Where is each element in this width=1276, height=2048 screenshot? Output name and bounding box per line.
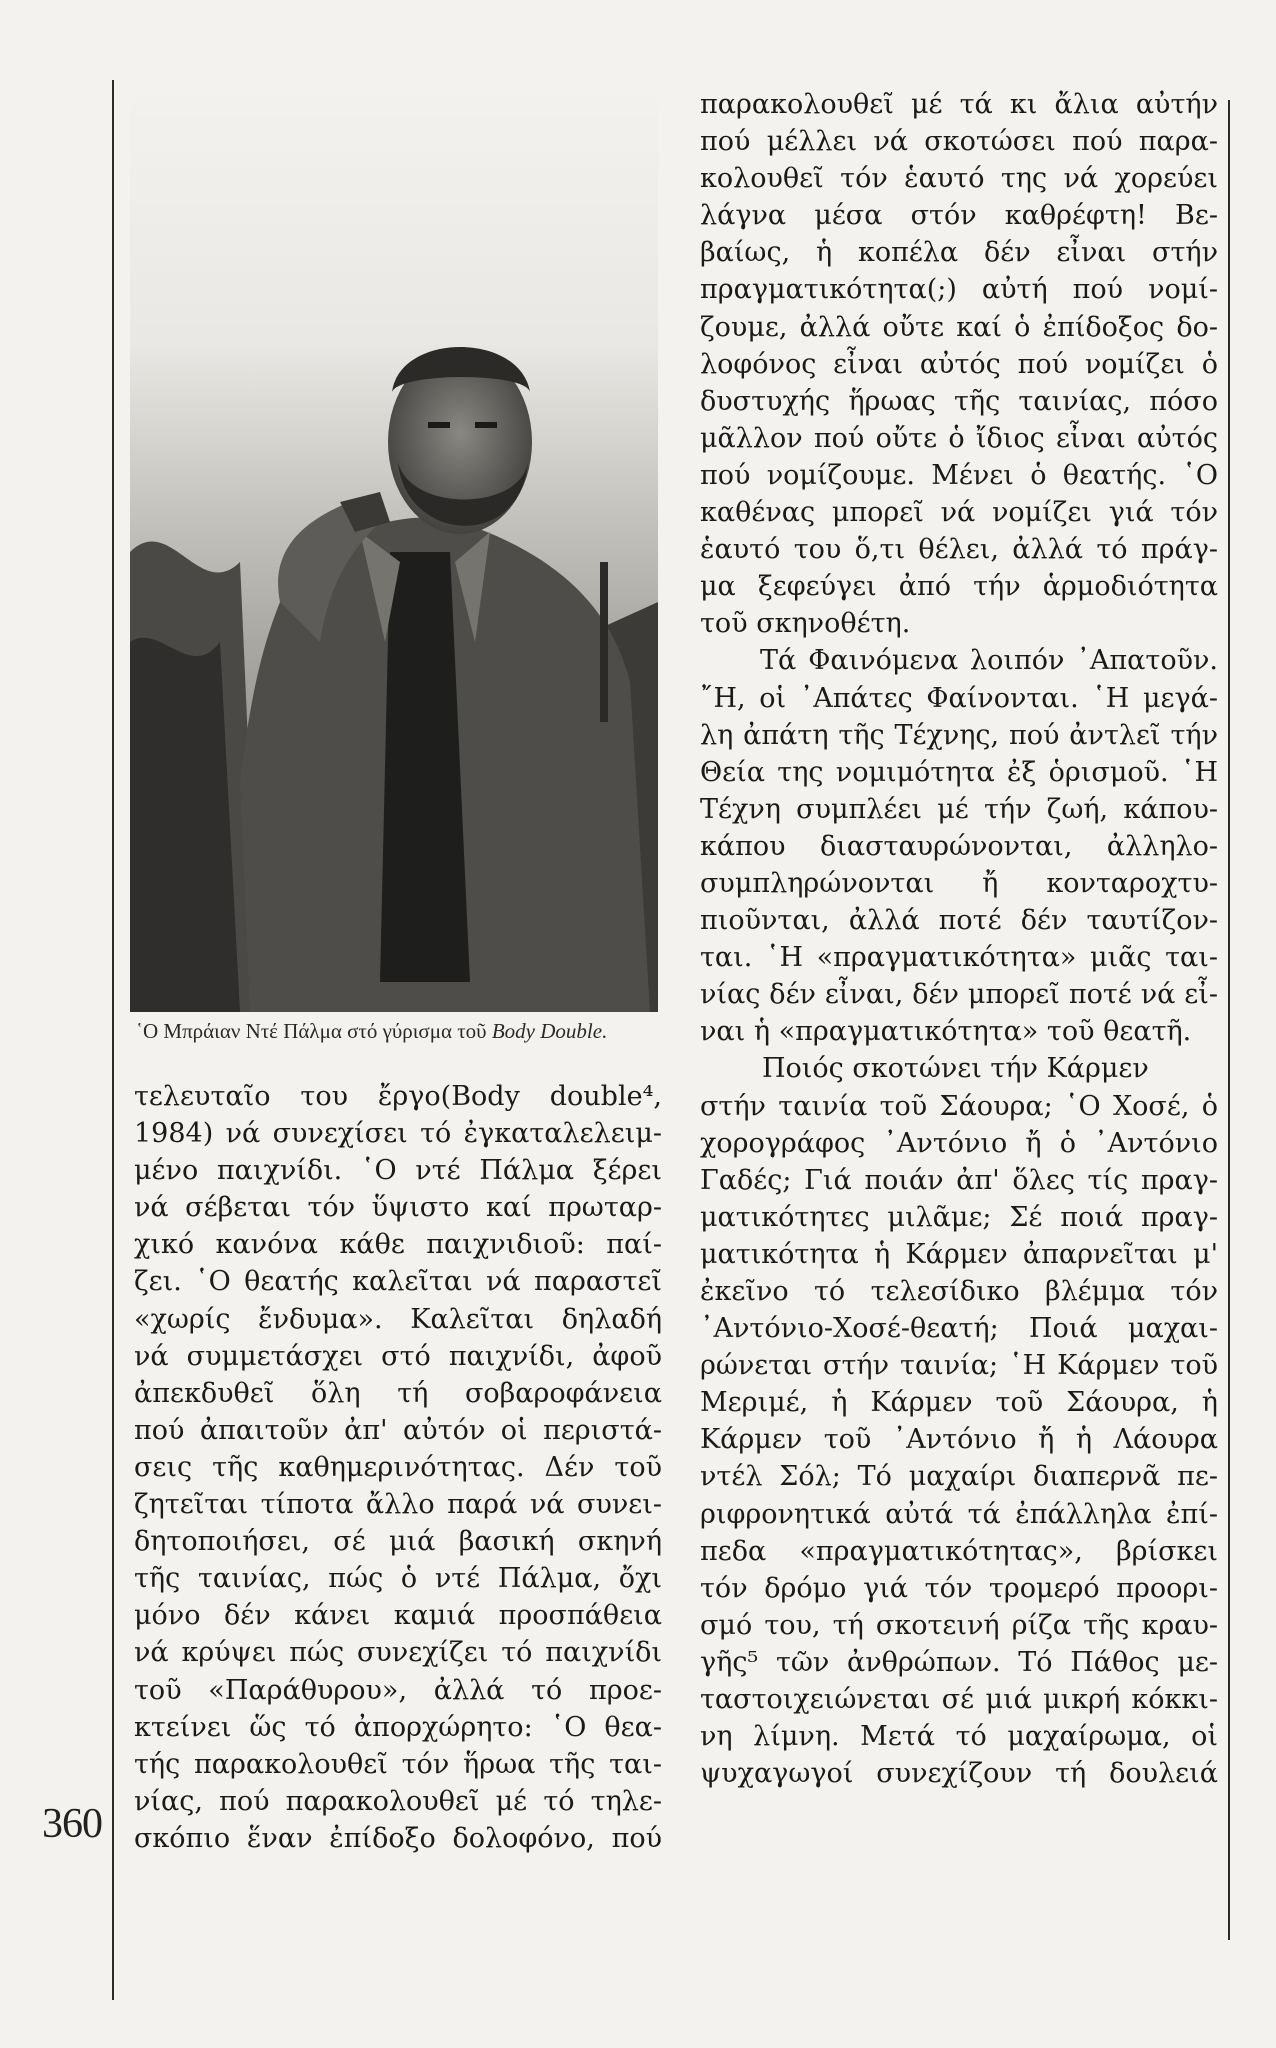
right-line: νίας δέν εἶναι, δέν μπορεῖ ποτέ νά εἶ- bbox=[700, 979, 1218, 1011]
right-line: ψυχαγωγοί συνεχίζουν τή δουλειά bbox=[700, 1758, 1218, 1790]
left-line: σεις τῆς καθημερινότητας. Δέν τοῦ bbox=[134, 1451, 662, 1483]
left-text-column bbox=[134, 1078, 662, 1857]
right-line: τοῦ σκηνοθέτη. bbox=[700, 608, 911, 640]
right-line: γῆς⁵ τῶν ἀνθρώπων. Τό Πάθος με- bbox=[700, 1646, 1218, 1678]
right-line: κολουθεῖ τόν ἑαυτό της νά χορεύει bbox=[700, 163, 1218, 195]
right-line: Θεία της νομιμότητα ἐξ ὁρισμοῦ. ῾Η bbox=[700, 756, 1218, 788]
right-line: σμό του, τή σκοτεινή ρίζα τῆς κραυ- bbox=[700, 1609, 1218, 1641]
left-line: τοῦ «Παράθυρου», ἀλλά τό προε- bbox=[134, 1674, 662, 1706]
right-line: συμπληρώνονται ἤ κονταροχτυ- bbox=[700, 867, 1218, 899]
right-line: πραγματικότητα(;) αὐτή πού νομί- bbox=[700, 274, 1218, 306]
right-line: πιοῦνται, ἀλλά ποτέ δέν ταυτίζον- bbox=[700, 905, 1218, 937]
caption-film-title: Body Double. bbox=[491, 1019, 608, 1043]
left-line: νά κρύψει πώς συνεχίζει τό παιχνίδι bbox=[134, 1637, 662, 1669]
photo-caption bbox=[136, 1016, 658, 1046]
right-line: ἐκεῖνο τό τελεσίδικο βλέμμα τόν bbox=[700, 1276, 1218, 1307]
left-margin-rule bbox=[112, 80, 114, 2000]
right-line: Τέχνη συμπλέει μέ τήν ζωή, κάπου- bbox=[700, 793, 1218, 825]
left-line: ἀπεκδυθεῖ ὅλη τή σοβαροφάνεια bbox=[134, 1377, 662, 1409]
right-line: νη λίμνη. Μετά τό μαχαίρωμα, οἱ bbox=[700, 1721, 1218, 1753]
left-line: νά συμμετάσχει στό παιχνίδι, ἀφοῦ bbox=[134, 1340, 662, 1372]
right-line: τόν δρόμο γιά τόν τρομερό προορι- bbox=[700, 1572, 1218, 1604]
left-line: τελευταῖο του ἔργο(Body double⁴, bbox=[134, 1081, 662, 1112]
right-line: ντέλ Σόλ; Τό μαχαίρι διαπερνᾶ πε- bbox=[700, 1461, 1218, 1493]
caption-text: ῾Ο Μπράιαν Ντέ Πάλμα στό γύρισμα τοῦ bbox=[136, 1019, 492, 1043]
right-line: ριφρονητικά αὐτά τά ἐπάλληλα ἐπί- bbox=[700, 1498, 1218, 1530]
right-line: λάγνα μέσα στόν καθρέφτη! Βε- bbox=[700, 200, 1218, 232]
left-line: τής παρακολουθεῖ τόν ἥρωα τῆς ται- bbox=[134, 1748, 662, 1780]
left-line: νίας, πού παρακολουθεῖ μέ τό τηλε- bbox=[134, 1785, 662, 1817]
right-line: χορογράφος ᾿Αντόνιο ἤ ὁ ᾿Αντόνιο bbox=[700, 1127, 1218, 1159]
right-line: ματικότητα ἡ Κάρμεν ἀπαρνεῖται μ' bbox=[700, 1238, 1218, 1270]
right-line: πού μέλλει νά σκοτώσει πού παρα- bbox=[700, 126, 1218, 158]
left-line: πού ἀπαιτοῦν ἀπ' αὐτόν οἱ περιστά- bbox=[134, 1414, 662, 1446]
right-line: λη ἀπάτη τῆς Τέχνης, πού ἀντλεῖ τήν bbox=[700, 719, 1218, 751]
left-line: νά σέβεται τόν ὕψιστο καί πρωταρ- bbox=[134, 1192, 662, 1224]
left-line: μόνο δέν κάνει καμιά προσπάθεια bbox=[134, 1600, 662, 1632]
right-line: ῎Η, οἱ ᾿Απάτες Φαίνονται. ῾Η μεγά- bbox=[700, 682, 1218, 714]
left-line: χικό κανόνα κάθε παιχνιδιοῦ: παί- bbox=[134, 1229, 662, 1261]
left-line: σκόπιο ἕναν ἐπίδοξο δολοφόνο, πού bbox=[134, 1822, 662, 1854]
left-line: «χωρίς ἔνδυμα». Καλεῖται δηλαδή bbox=[134, 1303, 662, 1335]
left-line: ζει. ῾Ο θεατής καλεῖται νά παραστεῖ bbox=[134, 1266, 662, 1298]
right-line: παρακολουθεῖ μέ τά κι ἄλια αὐτήν bbox=[700, 89, 1218, 120]
right-line: στήν ταινία τοῦ Σάουρα; ῾Ο Χοσέ, ὁ bbox=[700, 1090, 1218, 1122]
right-line: ρώνεται στήν ταινία; ῾Η Κάρμεν τοῦ bbox=[700, 1350, 1218, 1382]
right-line: ταστοιχειώνεται σέ μιά μικρή κόκκι- bbox=[700, 1684, 1218, 1716]
right-text-column bbox=[700, 86, 1218, 1792]
right-line: ᾿Αντόνιο-Χοσέ-θεατή; Ποιά μαχαι- bbox=[700, 1313, 1218, 1345]
right-line: βαίως, ἡ κοπέλα δέν εἶναι στήν bbox=[700, 237, 1218, 269]
left-line: τῆς ταινίας, πώς ὁ ντέ Πάλμα, ὄχι bbox=[134, 1563, 662, 1595]
portrait-photo bbox=[130, 82, 658, 1012]
right-line: δυστυχής ἥρωας τῆς ταινίας, πόσο bbox=[700, 385, 1218, 417]
right-line: μᾶλλον πού οὔτε ὁ ἴδιος εἶναι αὐτός bbox=[700, 422, 1218, 454]
right-line: λοφόνος εἶναι αὐτός πού νομίζει ὁ bbox=[700, 348, 1218, 380]
right-line: Μεριμέ, ἡ Κάρμεν τοῦ Σάουρα, ἡ bbox=[700, 1387, 1218, 1419]
left-line: ζητεῖται τίποτα ἄλλο παρά νά συνει- bbox=[134, 1489, 662, 1521]
right-line: ζουμε, ἀλλά οὔτε καί ὁ ἐπίδοξος δο- bbox=[700, 311, 1218, 343]
right-line: μα ξεφεύγει ἀπό τήν ἁρμοδιότητα bbox=[700, 571, 1218, 603]
right-line: Ποιός σκοτώνει τήν Κάρμεν bbox=[762, 1053, 1149, 1085]
left-line: μένο παιχνίδι. ῾Ο ντέ Πάλμα ξέρει bbox=[134, 1155, 662, 1187]
photo-illustration bbox=[130, 82, 658, 1012]
right-line: Τά Φαινόμενα λοιπόν ᾿Απατοῦν. bbox=[760, 645, 1218, 677]
right-line: Γαδές; Γιά ποιάν ἀπ' ὅλες τίς πραγ- bbox=[700, 1164, 1218, 1196]
right-line: ναι ἡ «πραγματικότητα» τοῦ θεατῆ. bbox=[700, 1016, 1192, 1048]
right-line: Κάρμεν τοῦ ᾿Αντόνιο ἤ ἡ Λάουρα bbox=[700, 1424, 1218, 1456]
right-line: καθένας μπορεῖ νά νομίζει γιά τόν bbox=[700, 497, 1218, 529]
right-line: ται. ῾Η «πραγματικότητα» μιᾶς ται- bbox=[700, 942, 1218, 974]
right-line: ματικότητες μιλᾶμε; Σέ ποιά πραγ- bbox=[700, 1201, 1218, 1233]
page-number: 360 bbox=[42, 1801, 102, 1847]
left-line: 1984) νά συνεχίσει τό ἐγκαταλελειμ- bbox=[134, 1118, 662, 1150]
right-line: πεδα «πραγματικότητας», βρίσκει bbox=[700, 1535, 1218, 1567]
left-line: δητοποιήσει, σέ μιά βασική σκηνή bbox=[134, 1526, 662, 1558]
right-line: πού νομίζουμε. Μένει ὁ θεατής. ῾Ο bbox=[700, 459, 1218, 491]
right-line: ἑαυτό του ὅ,τι θέλει, ἀλλά τό πράγ- bbox=[700, 534, 1218, 566]
right-margin-rule bbox=[1228, 100, 1230, 1940]
right-line: κάπου διασταυρώνονται, ἀλληλο- bbox=[700, 830, 1218, 862]
left-line: κτείνει ὥς τό ἀπορχώρητο: ῾Ο θεα- bbox=[134, 1711, 662, 1743]
